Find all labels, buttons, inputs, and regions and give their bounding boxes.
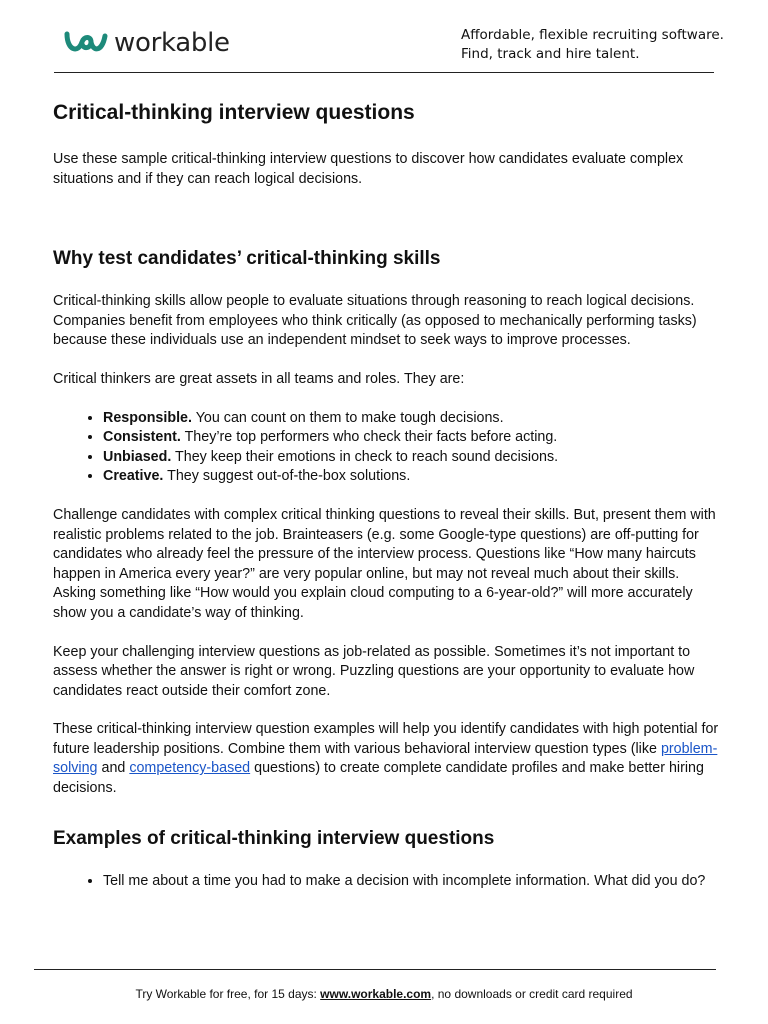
logo-wordmark: workable — [114, 28, 230, 58]
paragraph-why-3: Challenge candidates with complex critical thinking questions to reveal their skills. But, present them with realistic problems related to the job. Brainteasers (e.g. some Google-type questions) are off-putting for candidates who already feel the pressure of the interview process. Questions like “How many haircuts happen in America every year?” are very popular online, but may not reveal much about their skills. Asking something like “How would you explain cloud computing to a 6-year-old?” will more accurately show you a candidate’s way of thinking. — [53, 506, 716, 621]
trait-term: Consistent. — [103, 429, 181, 446]
workable-website-link[interactable]: www.workable.com — [320, 987, 432, 1001]
paragraph-why-1: Critical-thinking skills allow people to evaluate situations through reasoning to reach logical decisions. Companies benefit from employees who think critically (as opposed to mechanically performing tasks) because these individuals use an independent mindset to seek ways to improve processes. — [53, 293, 697, 349]
list-item — [103, 409, 723, 429]
trait-term: Creative. — [103, 468, 164, 485]
header-divider — [54, 72, 714, 73]
footer-text: , no downloads or credit card required — [431, 987, 633, 1001]
trait-text: They’re top performers who check their facts before acting. — [180, 429, 558, 446]
list-item: • Tell me about a time you had to make a decision with incomplete information. What did you do? — [103, 872, 723, 892]
trait-term: Responsible. — [103, 409, 192, 426]
workable-logo-icon — [64, 30, 108, 56]
workable-logo[interactable] — [64, 28, 230, 58]
list-item — [103, 448, 723, 468]
section-heading-examples: Examples of critical-thinking interview questions — [53, 827, 495, 849]
tagline-line-1: Affordable, flexible recruiting software. — [461, 27, 724, 43]
problem-solving-link[interactable]: problem-solving — [53, 740, 718, 777]
paragraph-why-5 — [53, 720, 723, 798]
paragraph-text: questions) to create complete candidate profiles and make better hiring decisions. — [53, 760, 704, 797]
document-body — [53, 100, 723, 891]
list-item — [103, 428, 723, 448]
trait-text: You can count on them to make tough decisions. — [191, 409, 504, 426]
paragraph-why-4: Keep your challenging interview questions as job-related as possible. Sometimes it’s not important to assess whether the answer is right or wrong. Puzzling questions are your opportunity to evaluate how candidates react outside their comfort zone. — [53, 643, 695, 699]
paragraph-why-2: Critical thinkers are great assets in all teams and roles. They are: — [53, 370, 465, 387]
footer — [0, 987, 768, 1001]
competency-based-link[interactable]: competency-based — [129, 760, 251, 777]
section-heading-why: Why test candidates’ critical-thinking skills — [53, 248, 441, 270]
tagline-line-2: Find, track and hire talent. — [461, 46, 640, 62]
paragraph-text: These critical-thinking interview question examples will help you identify candidates with high potential for future leadership positions. Combine them with various behavioral interview question types (like — [53, 721, 719, 757]
trait-text: They keep their emotions in check to reach sound decisions. — [171, 448, 559, 465]
list-item — [103, 467, 723, 487]
footer-text: Try Workable for free, for 15 days: — [135, 987, 321, 1001]
page-title: Critical-thinking interview questions — [53, 101, 415, 124]
paragraph-text: and — [97, 760, 130, 777]
examples-list — [53, 872, 723, 892]
trait-text: They suggest out-of-the-box solutions. — [163, 468, 411, 485]
footer-divider — [34, 969, 716, 970]
trait-term: Unbiased. — [103, 448, 172, 465]
intro-paragraph: Use these sample critical-thinking interview questions to discover how candidates evaluate complex situations and if they can reach logical decisions. — [53, 151, 684, 187]
header-tagline — [461, 26, 724, 64]
header — [0, 0, 768, 72]
traits-list — [53, 409, 723, 487]
